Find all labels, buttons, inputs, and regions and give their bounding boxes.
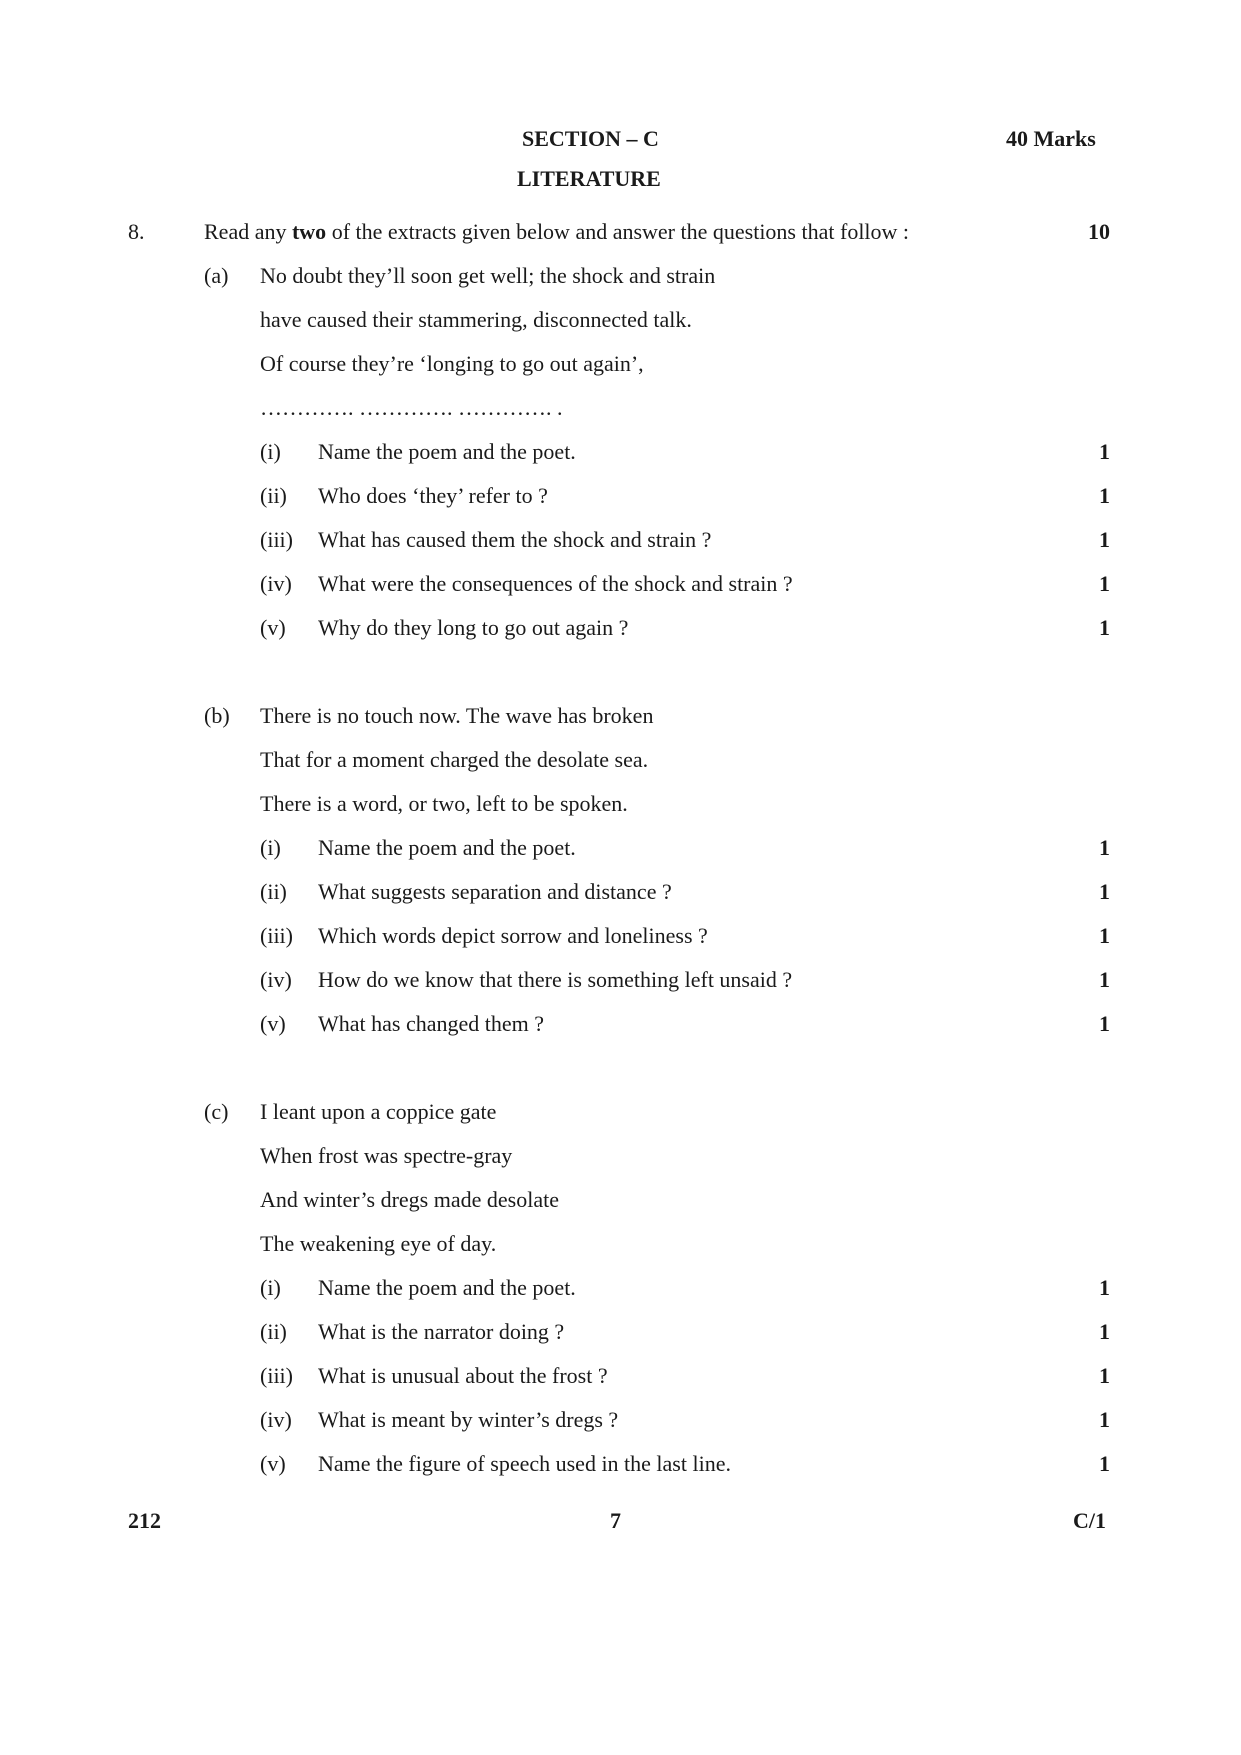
extract-b-q4-text: How do we know that there is something left unsaid ? [318,967,793,992]
extract-c-q1-marks: 1 [1099,1275,1110,1300]
extract-c-q4-label: (iv) [260,1407,292,1432]
extract-a-q4-marks: 1 [1099,571,1110,596]
extract-c-q4-text: What is meant by winter’s dregs ? [318,1407,619,1432]
extract-b-q2-label: (ii) [260,879,287,904]
extract-b-q1-text: Name the poem and the poet. [318,835,576,860]
extract-b-q3-text: Which words depict sorrow and loneliness ? [318,923,708,948]
extract-a-q2-label: (ii) [260,483,287,508]
extract-a-line-1: No doubt they’ll soon get well; the shock and strain [260,263,716,288]
extract-b-q4-label: (iv) [260,967,292,992]
prompt-before: Read any [204,219,292,244]
extract-a-q2-text: Who does ‘they’ refer to ? [318,483,548,508]
extract-a-q2-marks: 1 [1099,483,1110,508]
extract-b-q5-marks: 1 [1099,1011,1110,1036]
footer-code: 212 [128,1508,161,1533]
extract-c-q3-text: What is unusual about the frost ? [318,1363,608,1388]
extract-a-q4-label: (iv) [260,571,292,596]
extract-c-label: (c) [204,1099,229,1124]
footer-set: C/1 [1073,1508,1106,1533]
extract-a-q3-text: What has caused them the shock and strain ? [318,527,712,552]
footer-page-number: 7 [610,1508,621,1533]
extract-b-q4-marks: 1 [1099,967,1110,992]
extract-a-q3-marks: 1 [1099,527,1110,552]
extract-b-label: (b) [204,703,230,728]
question-number: 8. [128,219,145,244]
section-marks: 40 Marks [1006,126,1096,151]
extract-b-q5-text: What has changed them ? [318,1011,545,1036]
extract-a-q1-marks: 1 [1099,439,1110,464]
extract-c-q2-label: (ii) [260,1319,287,1344]
extract-c-q1-label: (i) [260,1275,281,1300]
extract-b-q2-text: What suggests separation and distance ? [318,879,672,904]
extract-a-line-3: Of course they’re ‘longing to go out again’, [260,351,644,376]
extract-a-line-2: have caused their stammering, disconnected talk. [260,307,692,332]
prompt-bold: two [291,219,327,244]
extract-a-q5-text: Why do they long to go out again ? [318,615,629,640]
extract-a-q5-label: (v) [260,615,286,640]
extract-b-q5-label: (v) [260,1011,286,1036]
extract-c-q2-text: What is the narrator doing ? [318,1319,565,1344]
extract-a-q1-label: (i) [260,439,281,464]
extract-b-line-2: That for a moment charged the desolate sea. [260,747,649,772]
extract-c-q3-label: (iii) [260,1363,293,1388]
extract-c-q3-marks: 1 [1099,1363,1110,1388]
extract-c-line-4: The weakening eye of day. [260,1231,497,1256]
extract-c-line-3: And winter’s dregs made desolate [260,1187,559,1212]
extract-b-q3-label: (iii) [260,923,293,948]
extract-c-line-1: I leant upon a coppice gate [260,1099,497,1124]
extract-c-q2-marks: 1 [1099,1319,1110,1344]
extract-a-label: (a) [204,263,229,288]
question-marks: 10 [1088,219,1110,244]
extract-c-q5-text: Name the figure of speech used in the last line. [318,1451,731,1476]
question-prompt [204,221,909,243]
extract-b-q2-marks: 1 [1099,879,1110,904]
extract-b-q1-marks: 1 [1099,835,1110,860]
extract-b-q1-label: (i) [260,835,281,860]
extract-a-q5-marks: 1 [1099,615,1110,640]
extract-c-q1-text: Name the poem and the poet. [318,1275,576,1300]
extract-a-q1-text: Name the poem and the poet. [318,439,576,464]
extract-c-q5-label: (v) [260,1451,286,1476]
extract-b-line-1: There is no touch now. The wave has broken [260,703,654,728]
extract-c-q4-marks: 1 [1099,1407,1110,1432]
subject-title: LITERATURE [517,166,661,191]
extract-a-q3-label: (iii) [260,527,293,552]
prompt-after: of the extracts given below and answer the questions that follow : [326,219,910,244]
section-title: SECTION – C [522,126,659,151]
extract-b-line-3: There is a word, or two, left to be spoken. [260,791,628,816]
extract-c-q5-marks: 1 [1099,1451,1110,1476]
extract-b-q3-marks: 1 [1099,923,1110,948]
extract-a-line-4: …………. …………. …………. . [260,395,563,420]
extract-a-q4-text: What were the consequences of the shock and strain ? [318,571,793,596]
extract-c-line-2: When frost was spectre-gray [260,1143,513,1168]
